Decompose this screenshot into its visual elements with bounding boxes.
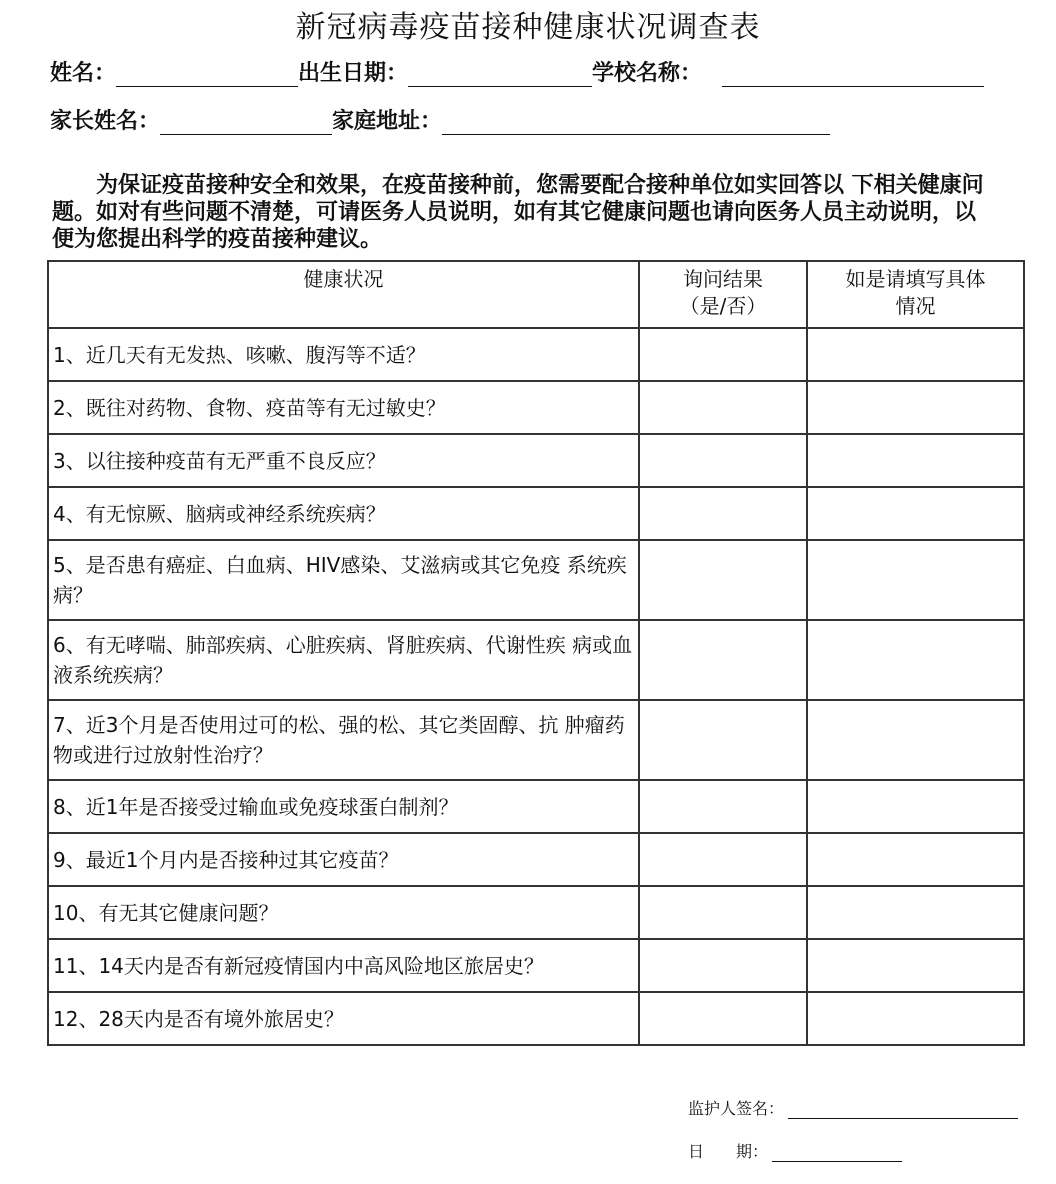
detail-cell[interactable] [807,434,1024,487]
table-row [48,992,1024,1045]
question-cell: 9、最近1个月内是否接种过其它疫苗？ [48,833,639,886]
header-detail: 如是请填写具体 情况 [807,261,1024,328]
question-cell: 8、近1年是否接受过输血或免疫球蛋白制剂？ [48,780,639,833]
table-row [48,487,1024,540]
question-cell: 11、14天内是否有新冠疫情国内中高风险地区旅居史？ [48,939,639,992]
detail-cell[interactable] [807,780,1024,833]
detail-cell[interactable] [807,381,1024,434]
question-cell: 6、有无哮喘、肺部疾病、心脏疾病、肾脏疾病、代谢性疾 病或血液系统疾病？ [48,620,639,700]
question-cell: 10、有无其它健康问题？ [48,886,639,939]
page-title: 新冠病毒疫苗接种健康状况调查表 [295,10,761,45]
intro-paragraph: 为保证疫苗接种安全和效果，在疫苗接种前，您需要配合接种单位如实回答以 下相关健康问题。如对有些问题不清楚，可请医务人员说明，如有其它健康问题也请向医务人员主动说明，以便为您提出科学的疫苗接种建议。 [52,173,984,252]
question-cell: 7、近3个月是否使用过可的松、强的松、其它类固醇、抗 肿瘤药物或进行过放射性治疗？ [48,700,639,780]
address-label: 家庭地址： [332,109,443,134]
school-field[interactable] [722,62,984,87]
header-health-status: 健康状况 [48,261,639,328]
parent-label: 家长姓名： [50,109,161,134]
table-row [48,620,1024,700]
table-row [48,328,1024,381]
parent-field[interactable] [160,110,332,135]
address-field[interactable] [442,110,830,135]
header-result: 询问结果 （是/否） [639,261,807,328]
table-row [48,939,1024,992]
info-row-2 [50,104,830,135]
date-field[interactable] [772,1143,902,1162]
detail-cell[interactable] [807,620,1024,700]
question-cell: 4、有无惊厥、脑病或神经系统疾病？ [48,487,639,540]
question-cell: 5、是否患有癌症、白血病、HIV感染、艾滋病或其它免疫 系统疾病？ [48,540,639,620]
date-row [688,1139,902,1162]
name-label: 姓名： [50,61,117,86]
table-row [48,540,1024,620]
detail-cell[interactable] [807,939,1024,992]
detail-cell[interactable] [807,700,1024,780]
table-row [48,434,1024,487]
school-label: 学校名称： [592,61,703,86]
answer-cell[interactable] [639,487,807,540]
answer-cell[interactable] [639,620,807,700]
answer-cell[interactable] [639,540,807,620]
answer-cell[interactable] [639,833,807,886]
table-row [48,700,1024,780]
question-cell: 1、近几天有无发热、咳嗽、腹泻等不适？ [48,328,639,381]
table-row [48,886,1024,939]
date-label: 日 期： [688,1142,769,1161]
guardian-signature-field[interactable] [788,1100,1018,1119]
answer-cell[interactable] [639,700,807,780]
detail-cell[interactable] [807,833,1024,886]
question-cell: 3、以往接种疫苗有无严重不良反应？ [48,434,639,487]
detail-cell[interactable] [807,886,1024,939]
info-row-1 [50,56,984,87]
health-survey-table [47,260,1025,1046]
birth-label: 出生日期： [298,61,409,86]
guardian-signature-row [688,1096,1018,1119]
table-row [48,780,1024,833]
table-header-row [48,261,1024,328]
detail-cell[interactable] [807,992,1024,1045]
birth-field[interactable] [408,62,592,87]
question-cell: 2、既往对药物、食物、疫苗等有无过敏史？ [48,381,639,434]
answer-cell[interactable] [639,780,807,833]
answer-cell[interactable] [639,434,807,487]
guardian-signature-label: 监护人签名： [688,1099,785,1118]
answer-cell[interactable] [639,939,807,992]
detail-cell[interactable] [807,540,1024,620]
question-cell: 12、28天内是否有境外旅居史？ [48,992,639,1045]
detail-cell[interactable] [807,328,1024,381]
name-field[interactable] [116,62,298,87]
table-row [48,833,1024,886]
detail-cell[interactable] [807,487,1024,540]
table-row [48,381,1024,434]
answer-cell[interactable] [639,328,807,381]
answer-cell[interactable] [639,886,807,939]
answer-cell[interactable] [639,992,807,1045]
answer-cell[interactable] [639,381,807,434]
